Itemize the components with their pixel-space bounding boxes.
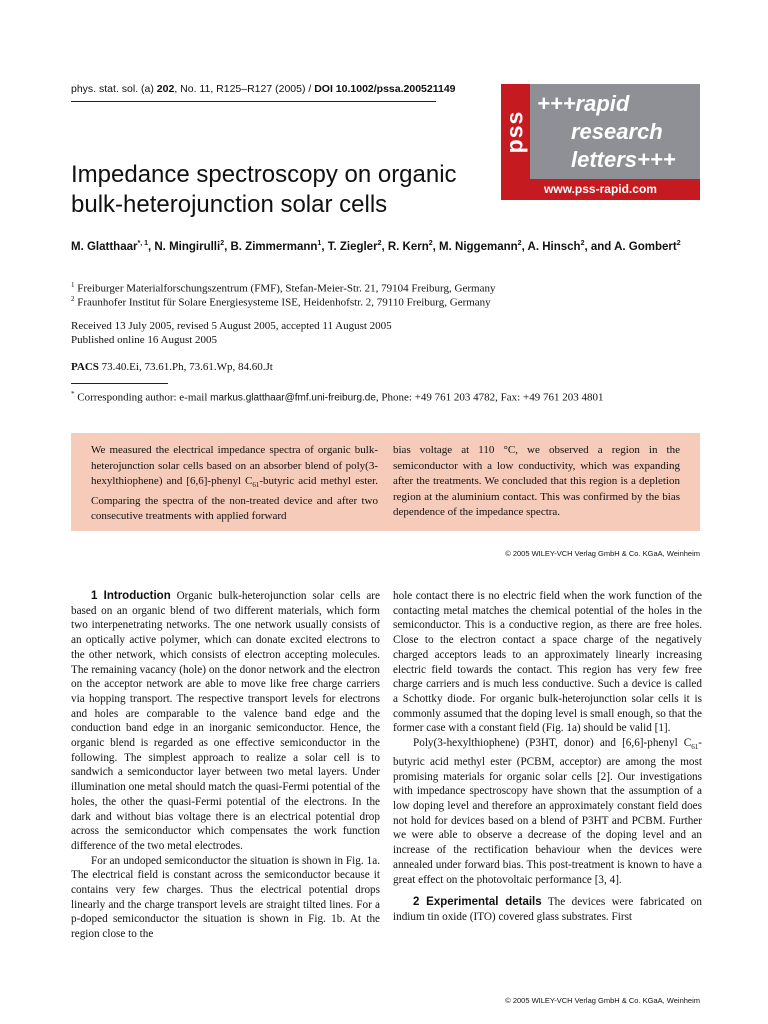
issue-pages: , No. 11, R125–R127 (2005) / <box>174 83 315 95</box>
author-affil-mark: 2 <box>580 240 585 247</box>
section-heading: 2 Experimental details <box>413 896 542 909</box>
abstract-left-column <box>91 443 378 525</box>
copyright-notice: © 2005 WILEY-VCH Verlag GmbH & Co. KGaA, Weinheim <box>505 549 700 558</box>
author-name: , M. Niggemann <box>432 240 518 253</box>
logo-line-2: research <box>571 119 663 144</box>
author-name: , and A. Gombert <box>584 240 677 253</box>
author-affil-mark: 2 <box>377 240 382 247</box>
affiliation <box>71 292 711 311</box>
body-left-column <box>71 589 380 942</box>
citation-line <box>71 83 456 95</box>
paragraph-text: -butyric acid methyl ester (PCBM, acceptor) are among the most promising materials for organic solar cells [2]. Our investigations with impedance spectroscopy have shown that the assumption of a low doping level and therefore an approximately constant field does not hold for devices based on a blend of P3HT and PCBM. Further we were able to observe a decrease of the doping level and an increase of the rectification behaviour when the devices were annealed under forward bias. This post-treatment is known to have a great effect on the photovoltaic performance [3, 4]. <box>393 737 702 886</box>
paragraph-text: Organic bulk-heterojunction solar cells are based on an organic blend of two different materials, which form two interpenetrating networks. The one network usually consists of an optically active polymer, which can donate excited electrons to the other network, which consists of electron accepting molecules. The remaining vacancy (hole) on the donor network and the electron on the acceptor network are able to move like free charge carriers via hopping transport. The respective transport levels for electrons and holes are comparable to the valence band edge and the conduction band edge in an inorganic semiconductor. Hence, the organic blend is regarded as one effective semiconductor in the following. The simplest approach to realize a solar cell is to sandwich a semiconductor layer between two metal layers. Under illumination one metal should match the quasi-Fermi potential of the holes, the other the quasi-Fermi potential of the electrons. In the dark and without bias voltage there is an electrical potential drop across the semiconductor which compensates the work function difference of the two metal electrodes. <box>71 590 380 852</box>
corresp-prefix: Corresponding author: e-mail <box>77 391 211 404</box>
abstract-text: We measured the electrical impedance spectra of organic bulk-heterojunction solar cells based on an absorber blend of poly(3-hexylthiophene) and [6,6]-phenyl C <box>91 444 378 487</box>
phone-fax: , Phone: +49 761 203 4782, Fax: +49 761 203 4801 <box>375 391 604 404</box>
copyright-notice-footer: © 2005 WILEY-VCH Verlag GmbH & Co. KGaA, Weinheim <box>505 996 700 1005</box>
published-date: Published online 16 August 2005 <box>71 334 218 346</box>
author-name: , N. Mingirulli <box>147 240 221 253</box>
affiliation-text: Fraunhofer Institut für Solare Energiesysteme ISE, Heidenhofstr. 2, 79110 Freiburg, Germany <box>77 296 491 309</box>
paragraph: For an undoped semiconductor the situation is shown in Fig. 1a. The electrical field is constant across the semiconductor because it contains very few charges. Thus the electrical potential drops linearly and the charge transport levels are straight tilted lines. For a p-doped semiconductor the situation is shown in Fig. 1b. At the region close to the <box>71 854 380 941</box>
logo-url: www.pss-rapid.com <box>501 179 700 200</box>
pacs-label: PACS <box>71 361 99 373</box>
pss-logo <box>501 84 700 200</box>
author-name: , B. Zimmermann <box>224 240 318 253</box>
logo-line-3: letters+++ <box>571 147 676 172</box>
paragraph: hole contact there is no electric field when the work function of the contacting metal matches the chemical potential of the holes in the semiconductor. This is a conductive region, as there are free holes. Close to the electron contact a space charge of the negatively charged acceptors leads to an approximately linearly increasing electric field towards the contact. This region has very few free charge carriers and is much less conductive. Such a device is called a Schottky diode. For organic bulk-heterojunction solar cells it is commonly assumed that the doping level is small enough, so that the former case with a constant field (Fig. 1a) should be valid [1]. <box>393 590 702 735</box>
author-affil-mark: *, 1 <box>137 240 148 247</box>
publication-dates <box>71 319 711 347</box>
doi: DOI 10.1002/pssa.200521149 <box>314 83 456 95</box>
paragraph <box>393 895 702 924</box>
author-affil-mark: 2 <box>220 240 225 247</box>
logo-pss-text: pss <box>501 110 528 154</box>
pacs-values: 73.40.Ei, 73.61.Ph, 73.61.Wp, 84.60.Jt <box>101 361 273 373</box>
author-name: , A. Hinsch <box>521 240 581 253</box>
footnote-rule <box>71 383 168 384</box>
abstract-box <box>71 433 700 531</box>
pacs-codes <box>71 361 273 373</box>
author-list <box>71 236 711 255</box>
volume-number: 202 <box>156 83 175 95</box>
author-name: , R. Kern <box>381 240 429 253</box>
author-name: , T. Ziegler <box>321 240 378 253</box>
paragraph-text: The devices were fabricated on indium tin oxide (ITO) covered glass substrates. First <box>393 896 702 923</box>
footnote-star: * <box>71 390 75 398</box>
author-affil-mark: 2 <box>428 240 433 247</box>
subscript: 61 <box>252 481 260 490</box>
logo-red-strip <box>501 84 530 179</box>
author-name: M. Glatthaar <box>71 240 138 253</box>
section-heading: 1 Introduction <box>91 590 171 602</box>
body-right-column <box>393 589 702 925</box>
citation-rule <box>71 101 436 102</box>
logo-line-1: +++rapid <box>537 91 630 116</box>
author-affil-mark: 2 <box>517 240 522 247</box>
abstract-right-column: bias voltage at 110 °C, we observed a region in the semiconductor with a low conductivity, which was expanding after the treatments. We concluded that this region is a depletion region at the aluminium contact. This was confirmed by the bias dependence of the impedance spectra. <box>393 444 680 518</box>
paragraph <box>393 736 702 887</box>
paragraph <box>71 589 380 854</box>
affiliation-number: 1 <box>71 281 75 289</box>
corresponding-author <box>71 390 731 404</box>
affiliation-text: Freiburger Materialforschungszentrum (FMF), Stefan-Meier-Str. 21, 79104 Freiburg, Germany <box>77 282 496 295</box>
paragraph-text: Poly(3-hexylthiophene) (P3HT, donor) and [6,6]-phenyl C <box>413 737 692 750</box>
email-link[interactable]: markus.glatthaar@fmf.uni-freiburg.de <box>210 392 376 404</box>
paper-title: Impedance spectroscopy on organic bulk-heterojunction solar cells <box>71 161 457 218</box>
author-affil-mark: 2 <box>676 240 681 247</box>
subscript: 61 <box>691 743 699 752</box>
received-date: Received 13 July 2005, revised 5 August 2005, accepted 11 August 2005 <box>71 320 392 332</box>
author-affil-mark: 1 <box>317 240 322 247</box>
abstract-text: -butyric acid methyl ester. Comparing the spectra of the non-treated device and after two consecutive treatments with applied forward <box>91 475 378 523</box>
journal-name: phys. stat. sol. (a) <box>71 83 154 95</box>
affiliation-number: 2 <box>71 295 75 303</box>
